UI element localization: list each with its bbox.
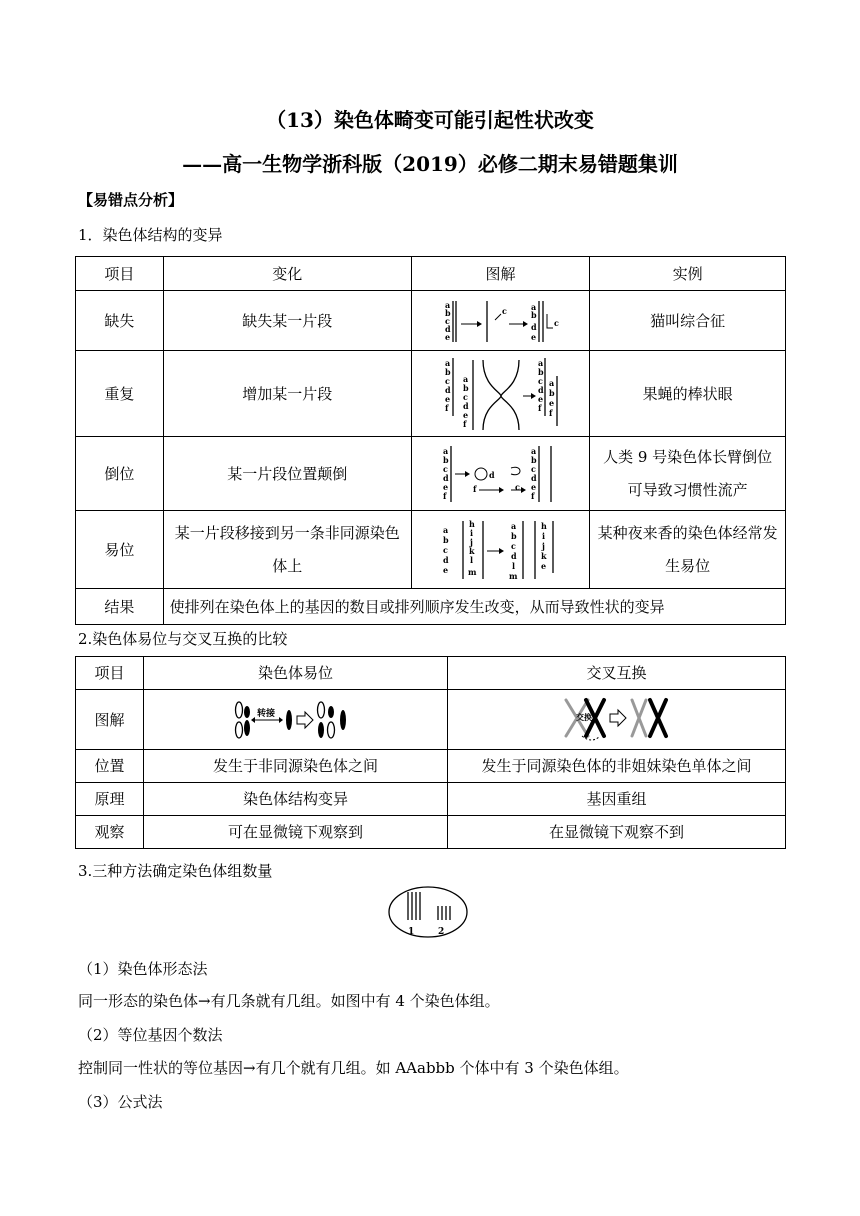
cell-label-1: 1 (408, 927, 415, 937)
svg-text:k: k (540, 550, 547, 561)
page-subtitle: ——高一生物学浙科版（2019）必修二期末易错题集训 (182, 152, 678, 176)
structural-variation-table (75, 256, 786, 625)
table1-header-item: 项目 (76, 257, 164, 291)
svg-text:e: e (444, 393, 450, 404)
table2-header-translocation: 染色体易位 (144, 657, 448, 690)
svg-text:e: e (444, 331, 450, 342)
svg-text:b: b (548, 387, 555, 398)
exchange-label: 交换 (575, 712, 592, 722)
svg-text:l: l (469, 554, 473, 565)
svg-text:a: a (462, 373, 468, 384)
svg-text:e: e (537, 393, 543, 404)
svg-text:a: a (537, 357, 543, 368)
svg-text:d: d (488, 469, 495, 480)
svg-text:f: f (537, 402, 541, 413)
table1-result-text: 使排列在染色体上的基因的数目或排列顺序发生改变，从而导致性状的变异 (163, 589, 785, 625)
svg-text:c: c (444, 375, 450, 386)
translocation-diagram (439, 517, 563, 583)
section-1-title: 1．染色体结构的变异 (78, 226, 223, 244)
svg-text:b: b (444, 307, 451, 318)
svg-text:b: b (537, 366, 544, 377)
svg-text:m: m (467, 566, 476, 577)
crossover-chromosome-diagram (562, 696, 672, 744)
svg-text:c: c (501, 305, 507, 316)
svg-text:c: c (537, 375, 543, 386)
svg-text:c: c (462, 391, 468, 402)
method-2-text: 控制同一性状的等位基因→有几个就有几组。如 AAabbb 个体中有 3 个染色体组。 (78, 1059, 629, 1077)
svg-text:c: c (442, 463, 448, 474)
svg-text:h: h (468, 518, 475, 529)
svg-text:f: f (444, 402, 448, 413)
svg-text:a: a (442, 524, 448, 535)
svg-text:d: d (510, 550, 517, 561)
table1-row-deletion-change: 缺失某一片段 (163, 291, 411, 351)
svg-text:f: f (472, 483, 476, 494)
svg-text:i: i (541, 530, 545, 541)
table2-header-item: 项目 (76, 657, 144, 690)
svg-text:e: e (540, 560, 546, 571)
deletion-diagram (439, 298, 563, 344)
method-1-text: 同一形态的染色体→有几条就有几组。如图中有 4 个染色体组。 (78, 992, 500, 1010)
svg-text:a: a (442, 445, 448, 456)
svg-text:f: f (530, 490, 534, 501)
method-3-title: （3）公式法 (78, 1093, 163, 1111)
table2-row-principle-a: 染色体结构变异 (144, 783, 448, 816)
table1-row-inversion-item: 倒位 (76, 437, 164, 511)
table1-row-duplication-example: 果蝇的棒状眼 (590, 351, 786, 437)
svg-text:j: j (541, 540, 545, 551)
comparison-table (75, 656, 786, 849)
svg-text:a: a (444, 299, 450, 310)
svg-text:i: i (469, 527, 473, 538)
svg-text:b: b (442, 454, 449, 465)
svg-text:c: c (553, 317, 559, 328)
table1-row-deletion-diagram (411, 291, 590, 351)
translocation-chromosome-diagram (231, 698, 361, 742)
svg-text:c: c (510, 540, 516, 551)
table2-header-crossover: 交叉互换 (448, 657, 786, 690)
svg-text:f: f (548, 407, 552, 418)
svg-text:e: e (530, 481, 536, 492)
table2-row-observe-b: 在显微镜下观察不到 (448, 816, 786, 849)
table2-row-location-b: 发生于同源染色体的非姐妹染色单体之间 (448, 750, 786, 783)
table1-result-label: 结果 (76, 589, 164, 625)
table1-header-change: 变化 (163, 257, 411, 291)
svg-text:c: c (530, 463, 536, 474)
svg-text:b: b (442, 534, 449, 545)
svg-text:a: a (510, 520, 516, 531)
svg-text:b: b (462, 382, 469, 393)
svg-text:b: b (444, 366, 451, 377)
duplication-diagram (439, 356, 563, 432)
table1-row-inversion-diagram (411, 437, 590, 511)
table1-row-translocation-item: 易位 (76, 511, 164, 589)
svg-text:m: m (508, 570, 517, 581)
svg-text:b: b (530, 309, 537, 320)
svg-text:h: h (540, 520, 547, 531)
table1-row-inversion-change: 某一片段位置颠倒 (163, 437, 411, 511)
svg-text:c: c (514, 481, 520, 492)
table2-row-observe-a: 可在显微镜下观察到 (144, 816, 448, 849)
table1-row-duplication-change: 增加某一片段 (163, 351, 411, 437)
table1-row-duplication-item: 重复 (76, 351, 164, 437)
svg-text:c: c (442, 544, 448, 555)
method-2-title: （2）等位基因个数法 (78, 1026, 223, 1044)
table1-row-inversion-example: 人类 9 号染色体长臂倒位可导致习惯性流产 (590, 437, 786, 511)
transfer-label: 转接 (256, 708, 275, 719)
svg-text:a: a (530, 301, 536, 312)
inversion-diagram (439, 444, 563, 504)
cell-chromosome-diagram (386, 884, 470, 940)
svg-text:d: d (444, 323, 451, 334)
table1-row-translocation-diagram (411, 511, 590, 589)
svg-text:b: b (530, 454, 537, 465)
svg-text:f: f (462, 418, 466, 429)
svg-text:d: d (442, 554, 449, 565)
table1-header-diagram: 图解 (411, 257, 590, 291)
svg-text:d: d (530, 472, 537, 483)
table1-row-translocation-example: 某种夜来香的染色体经常发生易位 (590, 511, 786, 589)
svg-text:l: l (511, 560, 515, 571)
table1-row-duplication-diagram (411, 351, 590, 437)
table1-row-deletion-item: 缺失 (76, 291, 164, 351)
svg-text:b: b (510, 530, 517, 541)
table1-row-deletion-example: 猫叫综合征 (590, 291, 786, 351)
page-title: （13）染色体畸变可能引起性状改变 (266, 108, 594, 132)
svg-text:a: a (548, 377, 554, 388)
table1-row-translocation-change: 某一片段移接到另一条非同源染色体上 (163, 511, 411, 589)
table2-row-principle-item: 原理 (76, 783, 144, 816)
table2-row-observe-item: 观察 (76, 816, 144, 849)
svg-text:e: e (442, 564, 448, 575)
section-3-title: 3.三种方法确定染色体组数量 (78, 862, 273, 880)
svg-text:a: a (530, 445, 536, 456)
table2-diagram-label: 图解 (76, 690, 144, 750)
svg-text:e: e (462, 409, 468, 420)
svg-text:d: d (530, 321, 537, 332)
svg-text:e: e (530, 331, 536, 342)
table2-translocation-diagram (144, 690, 448, 750)
svg-text:d: d (444, 384, 451, 395)
section-2-title: 2.染色体易位与交叉互换的比较 (78, 630, 288, 648)
section-header: 【易错点分析】 (78, 191, 184, 209)
svg-text:e: e (442, 481, 448, 492)
table2-row-location-a: 发生于非同源染色体之间 (144, 750, 448, 783)
svg-text:c: c (444, 315, 450, 326)
svg-text:d: d (537, 384, 544, 395)
svg-text:f: f (442, 490, 446, 501)
svg-text:e: e (548, 397, 554, 408)
table2-row-location-item: 位置 (76, 750, 144, 783)
svg-text:d: d (462, 400, 469, 411)
table2-crossover-diagram (448, 690, 786, 750)
table2-row-principle-b: 基因重组 (448, 783, 786, 816)
method-1-title: （1）染色体形态法 (78, 960, 208, 978)
cell-label-2: 2 (438, 927, 445, 937)
svg-text:k: k (468, 545, 475, 556)
table1-header-example: 实例 (590, 257, 786, 291)
svg-text:j: j (469, 536, 473, 547)
svg-text:d: d (442, 472, 449, 483)
svg-text:a: a (444, 357, 450, 368)
